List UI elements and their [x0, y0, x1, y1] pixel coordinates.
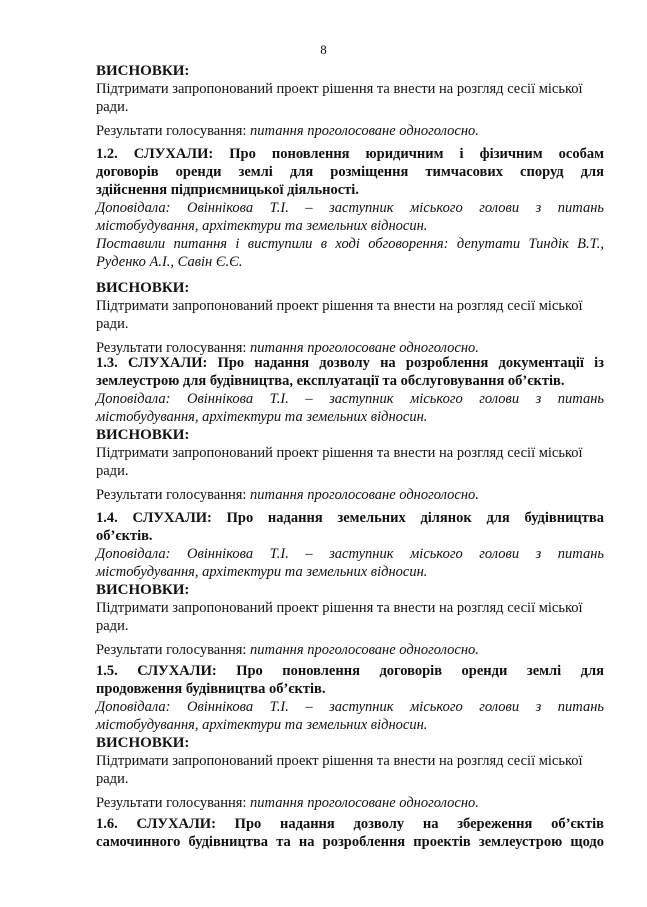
- item-number: 1.2.: [96, 146, 118, 162]
- conclusions-heading: ВИСНОВКИ:: [96, 427, 190, 443]
- item-title: здійснення підприємницької діяльності.: [96, 182, 359, 198]
- item-number: 1.6.: [96, 816, 118, 832]
- conclusions-heading: ВИСНОВКИ:: [96, 63, 190, 79]
- item-number: 1.4.: [96, 510, 118, 526]
- conclusion-text: Підтримати запропонований проект рішення та внести на розгляд сесії міської: [96, 753, 583, 769]
- conclusion-text: ради.: [96, 99, 129, 115]
- item-title: Про надання дозволу на розроблення документації із: [217, 355, 605, 371]
- vote-label: Результати голосування:: [96, 340, 251, 356]
- item-title: об’єктів.: [96, 528, 153, 544]
- conclusions-heading: ВИСНОВКИ:: [96, 582, 190, 598]
- item-title: продовження будівництва об’єктів.: [96, 681, 326, 697]
- item-heading: [96, 145, 604, 163]
- item-title: Про надання дозволу на збереження об’єктів: [234, 816, 605, 832]
- vote-label: Результати голосування:: [96, 123, 251, 139]
- reporter-line: містобудування, архітектури та земельних відносин.: [96, 218, 428, 234]
- item-title: землеустрою для будівництва, експлуатації та обслуговування об’єктів.: [96, 373, 565, 389]
- item-heading: [96, 815, 604, 833]
- vote-result: [96, 794, 604, 812]
- item-heading: [96, 662, 604, 680]
- reporter-line: містобудування, архітектури та земельних відносин.: [96, 717, 428, 733]
- heard-label: СЛУХАЛИ:: [132, 510, 212, 526]
- vote-label: Результати голосування:: [96, 642, 251, 658]
- item-number: 1.3.: [96, 355, 118, 371]
- reporter-line: Доповідала: Овіннікова Т.І. – заступник міського голови з питань: [96, 699, 604, 715]
- agenda-item-1-2: [96, 145, 604, 357]
- discussion-line: Руденко А.І., Савін Є.Є.: [96, 254, 243, 270]
- item-heading: [96, 354, 604, 372]
- item-title: Про поновлення юридичним і фізичним особам: [229, 146, 604, 162]
- conclusion-text: ради.: [96, 316, 129, 332]
- heard-label: СЛУХАЛИ:: [133, 146, 214, 162]
- conclusion-text: Підтримати запропонований проект рішення та внести на розгляд сесії міської: [96, 298, 583, 314]
- reporter-line: Доповідала: Овіннікова Т.І. – заступник міського голови з питань: [96, 546, 604, 562]
- heard-label: СЛУХАЛИ:: [136, 816, 216, 832]
- conclusions-heading: ВИСНОВКИ:: [96, 735, 190, 751]
- discussion-line: Поставили питання і виступили в ході обговорення: депутати Тиндік В.Т.,: [96, 236, 604, 252]
- vote-value: питання проголосоване одноголосно.: [250, 123, 479, 139]
- vote-result: [96, 486, 604, 504]
- vote-value: питання проголосоване одноголосно.: [250, 340, 479, 356]
- item-heading: [96, 509, 604, 527]
- conclusion-text: ради.: [96, 618, 129, 634]
- item-title: договорів оренди землі для розміщення тимчасових споруд для: [96, 164, 604, 180]
- reporter-line: містобудування, архітектури та земельних відносин.: [96, 564, 428, 580]
- vote-result: [96, 122, 604, 140]
- vote-label: Результати голосування:: [96, 795, 251, 811]
- vote-result: [96, 641, 604, 659]
- conclusion-text: Підтримати запропонований проект рішення та внести на розгляд сесії міської: [96, 600, 583, 616]
- conclusions-block: [96, 62, 604, 140]
- reporter-line: Доповідала: Овіннікова Т.І. – заступник міського голови з питань: [96, 200, 604, 216]
- reporter-line: Доповідала: Овіннікова Т.І. – заступник міського голови з питань: [96, 391, 604, 407]
- conclusion-text: ради.: [96, 463, 129, 479]
- agenda-item-1-4: [96, 509, 604, 659]
- conclusions-heading: ВИСНОВКИ:: [96, 280, 190, 296]
- conclusion-text: Підтримати запропонований проект рішення та внести на розгляд сесії міської: [96, 445, 583, 461]
- vote-value: питання проголосоване одноголосно.: [250, 642, 479, 658]
- item-title: самочинного будівництва та на розроблення проектів землеустрою щодо: [96, 834, 604, 850]
- agenda-item-1-3: [96, 354, 604, 504]
- conclusion-text: Підтримати запропонований проект рішення та внести на розгляд сесії міської: [96, 81, 583, 97]
- item-title: Про надання земельних ділянок для будівництва: [226, 510, 604, 526]
- conclusion-text: ради.: [96, 771, 129, 787]
- page-number: 8: [320, 42, 327, 57]
- vote-label: Результати голосування:: [96, 487, 251, 503]
- item-number: 1.5.: [96, 663, 118, 679]
- agenda-item-1-5: [96, 662, 604, 812]
- item-title: Про поновлення договорів оренди землі для: [236, 663, 604, 679]
- vote-value: питання проголосоване одноголосно.: [250, 487, 479, 503]
- heard-label: СЛУХАЛИ:: [137, 663, 217, 679]
- vote-value: питання проголосоване одноголосно.: [250, 795, 479, 811]
- reporter-line: містобудування, архітектури та земельних відносин.: [96, 409, 428, 425]
- agenda-item-1-6: [96, 815, 604, 851]
- heard-label: СЛУХАЛИ:: [127, 355, 208, 371]
